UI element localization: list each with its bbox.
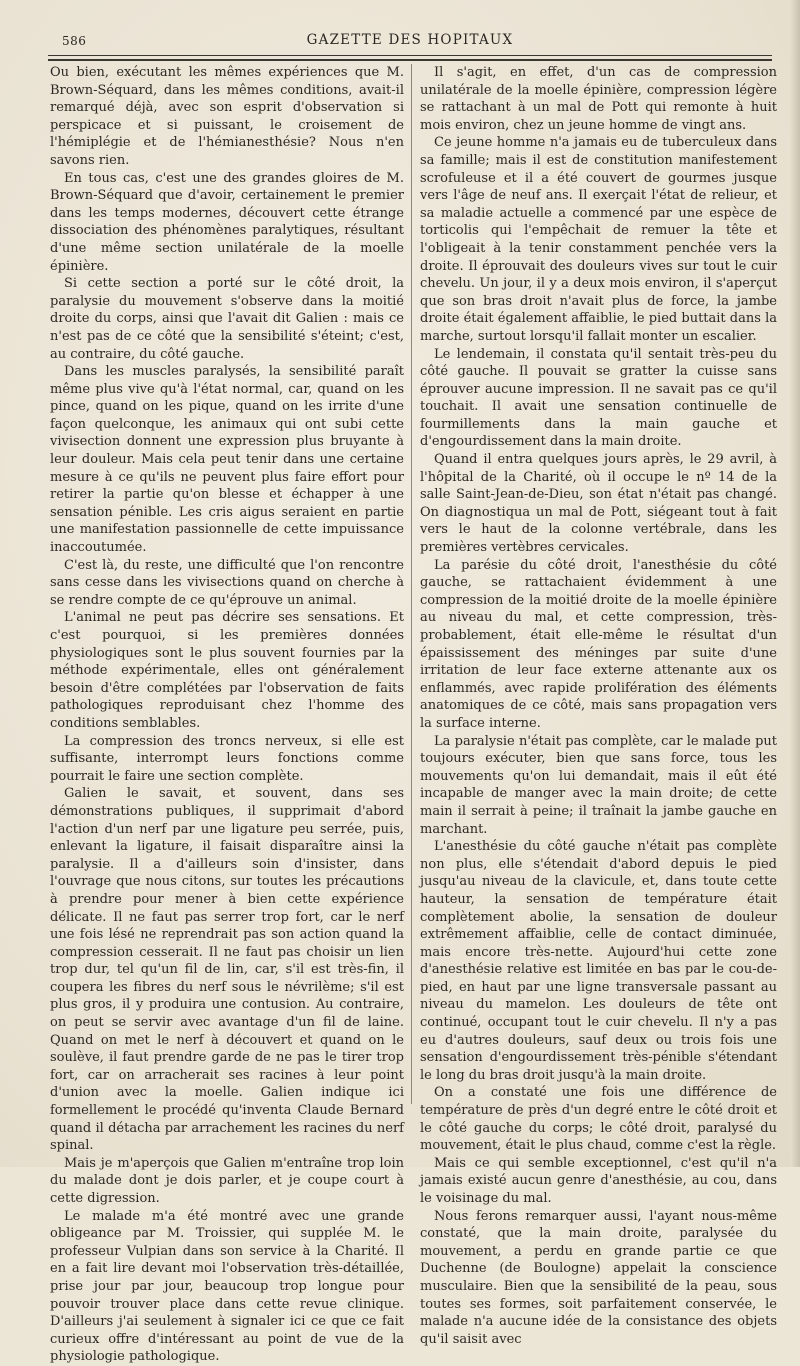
- page-number: 586: [62, 34, 87, 48]
- paragraph: Ou bien, exécutant les mêmes expériences que M. Brown-Séquard, dans les mêmes conditions, avait-il remarqué déjà, avec son esprit d'observation si perspicace et si puissant, le croisement de l'hémiplégie et de l'hémianesthésie? Nous n'en savons rien.: [50, 65, 404, 168]
- paragraph: Quand il entra quelques jours après, le 29 avril, à l'hôpital de la Charité, où il occupe le nº 14 de la salle Saint-Jean-de-Dieu, son état n'était pas changé. On diagnostiqua un mal de Pott, siégeant tout à fait vers le haut de la colonne vertébrale, dans les premières vertèbres cervicales.: [420, 452, 777, 556]
- paragraph: On a constaté une fois une différence de température de près d'un degré entre le côté droit et le côté gauche du corps; le côté droit, paralysé du mouvement, était le plus chaud, comme c'est la règle.: [420, 1085, 777, 1154]
- paragraph: Si cette section a porté sur le côté droit, la paralysie du mouvement s'observe dans la moitié droite du corps, ainsi que l'avait dit Galien : mais ce n'est pas de ce côté que la sensibilité s'éteint; c'est, au contraire, du côté gauche.: [50, 276, 404, 362]
- page-edge-shadow: [790, 0, 800, 1167]
- paragraph: La parésie du côté droit, l'anesthésie du côté gauche, se rattachaient évidemment à une compression de la moitié droite de la moelle épinière au niveau du mal, et cette compression, très-probablement, était elle-même le résultat d'un épaississement des méninges par suite d'une irritation de leur face externe attenante aux os enflammés, avec rapide prolifération des éléments anatomiques de ce côté, mais sans propagation vers la surface interne.: [420, 557, 777, 731]
- left-column: [50, 64, 404, 1366]
- paragraph: Mais ce qui semble exceptionnel, c'est qu'il n'a jamais existé aucun genre d'anesthésie, au cou, dans le voisinage du mal.: [420, 1155, 777, 1206]
- paragraph: L'anesthésie du côté gauche n'était pas complète non plus, elle s'étendait d'abord depuis le pied jusqu'au niveau de la clavicule, et, dans toute cette hauteur, la sensation de température était complètement abolie, la sensation de douleur extrêmement affaiblie, celle de contact diminuée, mais encore très-nette. Aujourd'hui cette zone d'anesthésie relative est limitée en bas par le cou-de-pied, en haut par une ligne transversale passant au niveau du mamelon. Les douleurs de tête ont continué, occupant tout le cuir chevelu. Il n'y a pas eu d'autres douleurs, sauf deux ou trois fois une sensation d'engourdissement très-pénible s'étendant le long du bras droit jusqu'à la main droite.: [420, 839, 777, 1083]
- paragraph: Le malade m'a été montré avec une grande obligeance par M. Troissier, qui supplée M. le professeur Vulpian dans son service à la Charité. Il en a fait lire devant moi l'observation très-détaillée, prise jour par jour, beaucoup trop longue pour pouvoir trouver place dans cette revue clinique. D'ailleurs j'ai seulement à signaler ici ce que ce fait curieux offre d'intéressant au point de vue de la physiologie pathologique.: [50, 1208, 404, 1365]
- paragraph: Le lendemain, il constata qu'il sentait très-peu du côté gauche. Il pouvait se gratter la cuisse sans éprouver aucune impression. Il ne savait pas ce qu'il touchait. Il avait une sensation continuelle de fourmillements dans la main gauche et d'engourdissement dans la main droite.: [420, 346, 777, 450]
- paragraph: La paralysie n'était pas complète, car le malade put toujours exécuter, bien que sans force, tous les mouvements qu'on lui demandait, mais il eût été incapable de manger avec la main droite; de cette main il serrait à peine; il traînait la jambe gauche en marchant.: [420, 733, 777, 837]
- header-rule-thin: [48, 55, 772, 56]
- paragraph: Galien le savait, et souvent, dans ses démonstrations publiques, il supprimait d'abord l'action d'un nerf par une ligature peu serrée, puis, enlevant la ligature, il faisait disparaître ainsi la paralysie. Il a d'ailleurs soin d'insister, dans l'ouvrage que nous citons, sur toutes les précautions à prendre pour mener à bien cette expérience délicate. Il ne faut pas serrer trop fort, car le nerf une fois lésé ne reprendrait pas son action quand la compression cesserait. Il ne faut pas choisir un lien trop dur, tel qu'un fil de lin, car, s'il est très-fin, il coupera les fibres du nerf sous le névrilème; s'il est plus gros, il y produira une contusion. Au contraire, on peut se servir avec avantage d'un fil de laine. Quand on met le nerf à découvert et quand on le soulève, il faut prendre garde de ne pas le tirer trop fort, car on arracherait ses racines à leur point d'union avec la moelle. Galien indique ici formellement le procédé qu'inventa Claude Bernard quand il détacha par arrachement les racines du nerf spinal.: [50, 786, 404, 1154]
- paragraph: C'est là, du reste, une difficulté que l'on rencontre sans cesse dans les vivisections quand on cherche à se rendre compte de ce qu'éprouve un animal.: [50, 557, 404, 608]
- column-divider: [411, 64, 412, 1104]
- running-head-title: GAZETTE DES HOPITAUX: [306, 32, 514, 48]
- paragraph: L'animal ne peut pas décrire ses sensations. Et c'est pourquoi, si les premières données physiologiques sont le plus souvent fournies par la méthode expérimentale, elles ont généralement besoin d'être complétées par l'observation de faits pathologiques reproduisant chez l'homme des conditions semblables.: [50, 610, 404, 731]
- paragraph: En tous cas, c'est une des grandes gloires de M. Brown-Séquard que d'avoir, certainement le premier dans les temps modernes, découvert cette étrange dissociation des phénomènes paralytiques, résultant d'une même section unilatérale de la moelle épinière.: [50, 170, 404, 274]
- paragraph: La compression des troncs nerveux, si elle est suffisante, interrompt leurs fonctions comme pourrait le faire une section complète.: [50, 733, 404, 784]
- paragraph: Nous ferons remarquer aussi, l'ayant nous-même constaté, que la main droite, paralysée du mouvement, a perdu en grande partie ce que Duchenne (de Boulogne) appelait la conscience musculaire. Bien que la sensibilité de la peau, sous toutes ses formes, soit parfaitement conservée, le malade n'a aucune idée de la consistance des objets qu'il saisit avec: [420, 1208, 777, 1347]
- paragraph: Ce jeune homme n'a jamais eu de tuberculeux dans sa famille; mais il est de constitution manifestement scrofuleuse et il a été couvert de gourmes jusque vers l'âge de neuf ans. Il exerçait l'état de relieur, et sa maladie actuelle a commencé par une espèce de torticolis qui l'empêchait de remuer la tête et l'obligeait à la tenir constamment penchée vers la droite. Il éprouvait des douleurs vives sur tout le cuir chevelu. Un jour, il y a deux mois environ, il s'aperçut que son bras droit n'avait plus de force, la jambe droite était également affaiblie, le pied buttait dans la marche, surtout lorsqu'il fallait monter un escalier.: [420, 135, 777, 344]
- paragraph: Dans les muscles paralysés, la sensibilité paraît même plus vive qu'à l'état normal, car, quand on les pince, quand on les pique, quand on les irrite d'une façon quelconque, les animaux qui ont subi cette vivisection donnent une expression plus bruyante à leur douleur. Mais cela peut tenir dans une certaine mesure à ce qu'ils ne peuvent plus faire effort pour retirer la partie qu'on blesse et échapper à une sensation pénible. Les cris aigus seraient en partie une manifestation passionnelle de cette impuissance inaccoutumée.: [50, 364, 404, 556]
- paragraph: Mais je m'aperçois que Galien m'entraîne trop loin du malade dont je dois parler, et je coupe court à cette digression.: [50, 1155, 404, 1206]
- right-column: [420, 64, 777, 1348]
- paragraph: Il s'agit, en effet, d'un cas de compression unilatérale de la moelle épinière, compression légère se rattachant à un mal de Pott qui remonte à huit mois environ, chez un jeune homme de vingt ans.: [420, 65, 777, 133]
- header-rule-thick: [48, 59, 772, 61]
